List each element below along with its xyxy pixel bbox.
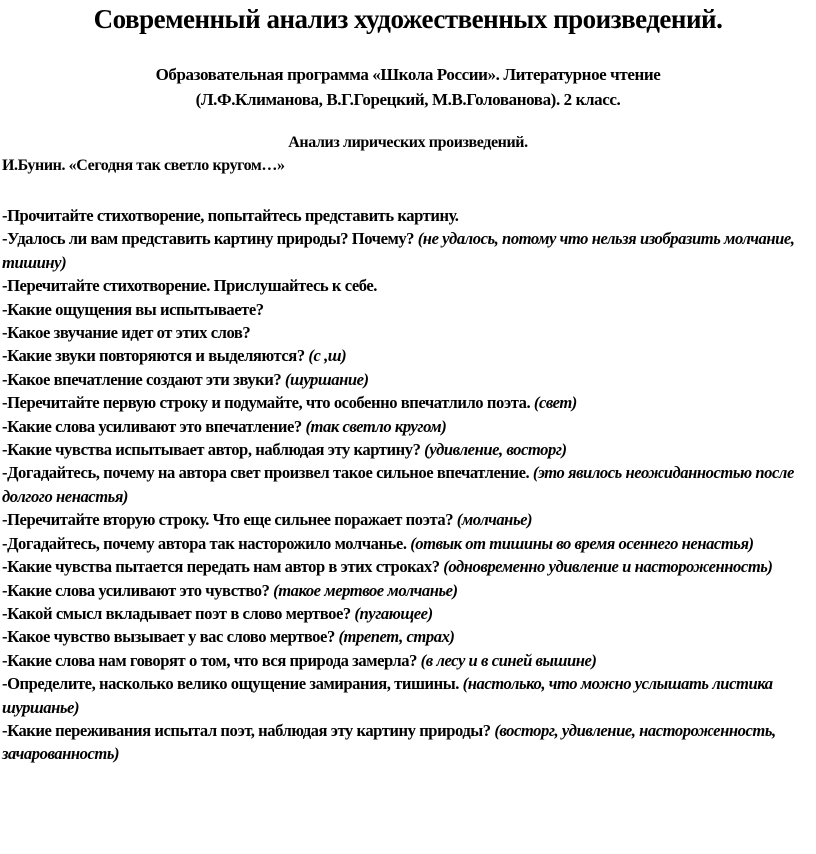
- question-text: -Удалось ли вам представить картину природы? Почему?: [2, 229, 418, 249]
- question-text: -Какие слова усиливают это впечатление?: [2, 416, 306, 436]
- question-item: [2, 719, 808, 766]
- answer-text: (не удалось, потому что нельзя изобразить молчание, тишину): [2, 229, 795, 272]
- question-text: -Какие слова нам говорят о том, что вся природа замерла?: [2, 650, 421, 670]
- question-text: -Перечитайте первую строку и подумайте, что особенно впечатлило поэта.: [2, 393, 534, 413]
- question-text: -Прочитайте стихотворение, попытайтесь представить картину.: [2, 206, 459, 225]
- question-item: [2, 227, 808, 274]
- question-text: -Догадайтесь, почему автора так насторожило молчанье.: [2, 533, 411, 553]
- question-text: -Какие слова усиливают это чувство?: [2, 580, 274, 600]
- question-text: -Перечитайте вторую строку. Что еще сильнее поражает поэта?: [2, 510, 457, 530]
- answer-text: (с ,ш): [308, 346, 347, 366]
- section-heading: Анализ лирических произведений.: [288, 134, 528, 151]
- question-text: -Какие чувства пытается передать нам автор в этих строках?: [2, 557, 444, 577]
- question-text: -Какие переживания испытал поэт, наблюдая эту картину природы?: [2, 720, 495, 740]
- question-item: [2, 415, 808, 438]
- question-text: -Перечитайте стихотворение. Прислушайтесь к себе.: [2, 276, 377, 296]
- question-item: [2, 649, 808, 672]
- answer-text: (восторг, удивление, настороженность, зачарованность): [2, 720, 776, 764]
- question-item: [2, 461, 808, 508]
- document-title: Современный анализ художественных произведений.: [93, 4, 723, 34]
- question-text: -Какие ощущения вы испытываете?: [2, 299, 264, 319]
- question-item: [2, 532, 808, 555]
- question-text: -Догадайтесь, почему на автора свет произвел такое сильное впечатление.: [2, 463, 533, 483]
- answer-text: (свет): [533, 393, 577, 413]
- question-list: [2, 204, 808, 766]
- answer-text: (шуршание): [284, 369, 369, 389]
- answer-text: (так светло кругом): [305, 416, 447, 436]
- question-text: -Какое чувство вызывает у вас слово мертвое?: [2, 627, 339, 647]
- answer-text: (трепет, страх): [338, 627, 455, 647]
- answer-text: (в лесу и в синей вышине): [420, 650, 597, 670]
- answer-text: (удивление, восторг): [424, 440, 567, 460]
- question-item: [2, 555, 808, 578]
- question-text: -Какое впечатление создают эти звуки?: [2, 369, 285, 389]
- question-item: [2, 344, 808, 367]
- answer-text: (одновременно удивление и настороженность): [443, 557, 773, 577]
- question-item: [2, 274, 808, 297]
- program-line-2: (Л.Ф.Климанова, В.Г.Горецкий, М.В.Голованова). 2 класс.: [195, 90, 621, 109]
- question-text: -Какой смысл вкладывает поэт в слово мертвое?: [2, 603, 355, 623]
- program-line-1: Образовательная программа «Школа России». Литературное чтение: [155, 65, 661, 84]
- question-text: -Определите, насколько велико ощущение замирания, тишины.: [2, 674, 463, 694]
- question-item: [2, 625, 808, 648]
- answer-text: (молчанье): [456, 510, 533, 530]
- answer-text: (это явилось неожиданностью после долгого ненастья): [2, 463, 794, 506]
- program-info: [0, 62, 816, 112]
- answer-text: (настолько, что можно услышать листика шуршанье): [2, 674, 773, 717]
- question-item: [2, 602, 808, 625]
- question-item: [2, 321, 808, 344]
- question-item: [2, 438, 808, 461]
- question-item: [2, 368, 808, 391]
- question-text: -Какое звучание идет от этих слов?: [2, 323, 251, 343]
- answer-text: (пугающее): [354, 603, 433, 623]
- question-item: [2, 579, 808, 602]
- question-item: [2, 298, 808, 321]
- question-item: [2, 672, 808, 719]
- answer-text: (отвык от тишины во время осеннего ненастья): [410, 533, 754, 553]
- question-text: -Какие чувства испытывает автор, наблюдая эту картину?: [2, 440, 425, 460]
- answer-text: (такое мертвое молчанье): [273, 580, 458, 600]
- question-text: -Какие звуки повторяются и выделяются?: [2, 346, 309, 366]
- question-item: [2, 204, 808, 227]
- question-item: [2, 508, 808, 531]
- poem-title: И.Бунин. «Сегодня так светло кругом…»: [2, 157, 285, 174]
- question-item: [2, 391, 808, 414]
